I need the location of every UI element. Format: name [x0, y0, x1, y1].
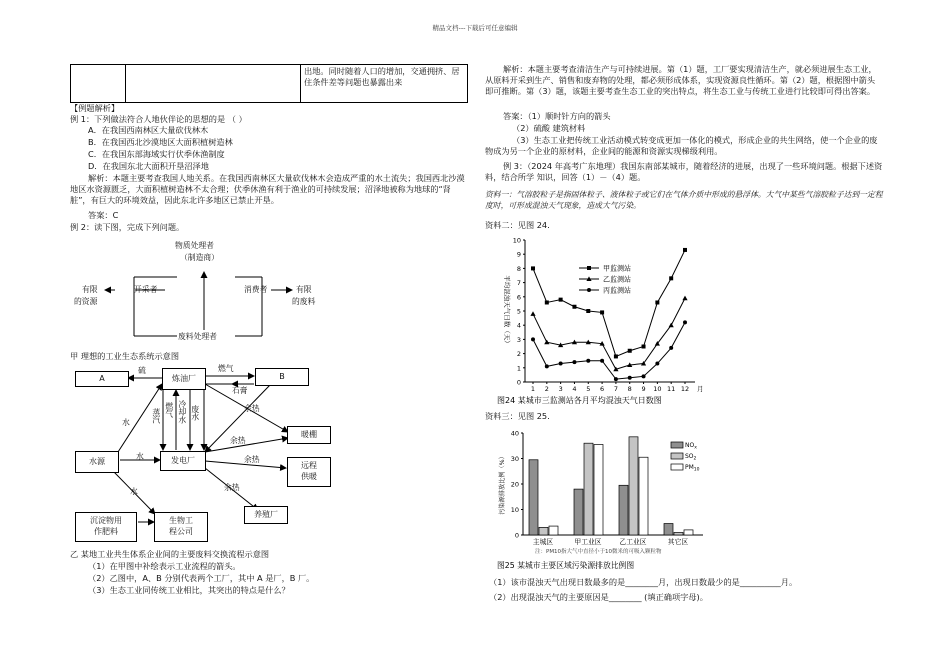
label-cooling-water: 冷却水 — [177, 400, 187, 424]
data-point — [572, 305, 576, 309]
district-heating — [287, 457, 331, 487]
factory-b: B — [255, 368, 309, 386]
x-tick-label: 1 — [530, 385, 536, 393]
data-point — [531, 337, 535, 341]
heating-line-2: 供暖 — [301, 472, 317, 481]
y-tick-label: 9 — [516, 250, 521, 259]
q1-option-d: D．在我国东北大面积开垦沼泽地 — [88, 161, 209, 171]
node-processor-sub: （制造商） — [180, 253, 219, 262]
data-point — [642, 345, 646, 349]
series-line — [533, 322, 685, 379]
legend-label: 乙监测站 — [603, 275, 631, 284]
x-tick-label: 主城区 — [532, 538, 554, 546]
legend-swatch — [671, 453, 683, 459]
bar — [539, 527, 548, 535]
q2-answer-1: 答案：（1）顺时针方向的箭头 — [503, 111, 611, 121]
q3-item-1: （1）该市混浊天气出现日数最多的是________月，出现日数最少的是__________月。 — [489, 577, 798, 587]
refinery: 炼油厂 — [162, 368, 206, 390]
node-waste-processor: 废料处理者 — [178, 332, 217, 341]
q1-answer: 答案：C — [88, 210, 119, 220]
x-tick-label: 11 — [667, 385, 676, 393]
data-point — [587, 288, 591, 292]
data-point — [628, 349, 632, 353]
x-tick-label: 6 — [600, 385, 605, 393]
data-point — [545, 364, 549, 368]
q2-item-1: （1）在甲图中补绘表示工业流程的箭头。 — [88, 561, 241, 571]
label-wastewater: 废水 — [190, 405, 200, 421]
fish-farm: 养殖厂 — [244, 506, 288, 524]
x-tick-label: 10 — [653, 385, 662, 393]
data-point — [683, 320, 687, 324]
y-tick-label: 40 — [510, 429, 519, 438]
continued-table — [70, 64, 468, 103]
chart-note: 注：PM10指大气中直径小于10微米的可吸入颗粒物 — [535, 549, 662, 555]
power-plant: 发电厂 — [160, 451, 206, 471]
data-point — [559, 362, 563, 366]
q1-option-a: A．在我国西南林区大量砍伐林木 — [88, 125, 209, 135]
x-tick-label: 12 — [680, 385, 690, 393]
q2-answer-2: （2）硫酸 建筑材料 — [512, 123, 586, 133]
y-tick-label: 2 — [516, 350, 521, 359]
x-tick-label: 8 — [627, 385, 632, 393]
legend-label: $NO_x$ — [685, 442, 697, 451]
y-tick-label: 3 — [516, 335, 521, 344]
data-point — [614, 354, 618, 358]
legend-label: 甲监测站 — [603, 264, 631, 273]
biotech-line-2: 程公司 — [169, 527, 193, 536]
y-tick-label: 4 — [516, 321, 521, 330]
limited-waste-2: 的废料 — [292, 297, 316, 306]
y-tick-label: 20 — [510, 480, 519, 489]
legend-label: 丙监测站 — [603, 286, 631, 295]
x-tick-label: 3 — [558, 385, 563, 393]
y-tick-label: 1 — [516, 364, 521, 373]
data-point — [669, 323, 674, 328]
bar — [674, 532, 683, 535]
label-gas: 燃气 — [218, 364, 234, 373]
bar — [684, 530, 693, 535]
question-1: 例 1：下列做法符合人地伙伴论的思想的是 （ ） — [70, 114, 247, 124]
sludge-line-2: 作肥料 — [94, 527, 118, 536]
bar — [639, 457, 648, 535]
x-tick-label: 其它区 — [667, 538, 689, 546]
water-source: 水源 — [75, 451, 119, 473]
label-fuel-gas: 燃气 — [164, 402, 174, 418]
flow-arrow — [205, 438, 288, 452]
x-tick-label: 5 — [586, 385, 591, 393]
bar — [619, 485, 628, 535]
x-tick-label: 2 — [544, 385, 549, 393]
q1-option-b: B．在我国西北沙漠地区大面积植树造林 — [88, 137, 233, 147]
data-point — [669, 346, 673, 350]
bar — [529, 460, 538, 535]
data-point — [669, 276, 673, 280]
sludge-fertilizer — [75, 512, 137, 542]
label-water: 水 — [130, 487, 138, 496]
section-title: 【例题解析】 — [70, 103, 120, 113]
bar — [584, 443, 593, 535]
y-tick-label: 8 — [516, 264, 521, 273]
node-miner: 开采者 — [134, 285, 158, 294]
sludge-line-1: 沉淀物用 — [90, 516, 122, 526]
q2-item-3: （3）生态工业同传统工业相比，其突出的特点是什么？ — [88, 585, 290, 595]
data-point — [600, 310, 604, 314]
chart-title: 图25 某城市主要区域污染源排放比例图 — [497, 561, 635, 570]
node-consumer: 消费者 — [244, 285, 268, 294]
label-waste-heat: 余热 — [244, 404, 260, 413]
bar — [594, 444, 603, 535]
data-point — [600, 359, 604, 363]
data-point — [530, 311, 535, 316]
y-tick-label: 6 — [516, 293, 521, 302]
label-waste-heat: 余热 — [244, 455, 260, 464]
diagram-b-caption: 乙 某地工业共生体系企业间的主要废料交换流程示意图 — [70, 549, 270, 559]
label-waste-heat: 余热 — [230, 436, 246, 445]
data-point — [642, 374, 646, 378]
data-point — [572, 360, 576, 364]
data-point — [628, 376, 632, 380]
y-tick-label: 0 — [516, 378, 521, 387]
chart-title: 图24 某城市三监测站各月平均混浊天气日数图 — [497, 396, 662, 405]
bar — [629, 437, 638, 535]
label-waste-heat: 余热 — [224, 483, 240, 492]
y-tick-label: 10 — [512, 236, 521, 245]
biotech-line-1: 生物工 — [169, 516, 193, 526]
material-2: 资料二：见图 24. — [485, 220, 550, 230]
label-steam: 蒸汽 — [151, 408, 161, 424]
label-water: 水 — [136, 452, 144, 461]
x-axis-label: 月 — [697, 385, 704, 393]
x-tick-label: 乙工业区 — [619, 538, 647, 546]
data-point — [544, 340, 549, 345]
label-gypsum: 石膏 — [232, 386, 248, 395]
q1-option-c: C．在我国东部海域实行伏季休渔制度 — [88, 149, 225, 159]
data-point — [531, 266, 535, 270]
x-tick-label: 9 — [641, 385, 646, 393]
factory-a: A — [75, 371, 129, 387]
page-header: 精品文档---下载后可任意编辑 — [432, 24, 518, 32]
question-2: 例 2：读下图，完成下列问题。 — [70, 222, 185, 232]
label-water: 水 — [122, 418, 130, 427]
q2-analysis: 解析：本题主要考查清洁生产与可持续进展。第（1）题，工厂要实现清洁生产，就必须进展生态工业，从原料开采到生产、销售和废弃物的处理，都必须形成体系，实现资源良性循环。第（2）题，根据图中箭头即可推断。第（3）题，该题主要考查生态工业的突出特点，将生态工业与传统工业进行比较即可得出答案。 — [485, 64, 877, 97]
line-chart-fig24 — [495, 232, 710, 408]
data-point — [586, 309, 590, 313]
y-tick-label: 30 — [510, 455, 519, 463]
legend-label: $SO_2$ — [685, 453, 697, 462]
table-cell: 出地。同时随着人口的增加，交通拥挤、居住条件差等问题也暴露出来 — [301, 65, 468, 103]
material-3: 资料三：见图 25. — [485, 411, 550, 421]
table-cell — [126, 65, 301, 103]
legend-swatch — [671, 442, 683, 448]
question-3: 例 3：（2024 年高考广东地理）我国东南部某城市，随着经济的进展，出现了一些环境问题。根据下述资料，结合所学 知识，回答（1）－（4）题。 — [485, 161, 883, 183]
ideal-ecosystem-diagram — [70, 238, 370, 358]
biotech-company — [154, 512, 208, 542]
data-point — [586, 359, 590, 363]
data-point — [559, 298, 563, 302]
greenhouse: 暖棚 — [287, 426, 331, 444]
label-sulfur: 硫 — [138, 366, 146, 375]
legend-swatch — [671, 464, 683, 470]
x-tick-label: 4 — [572, 385, 577, 393]
q2-item-2: （2）乙图中，A、B 分别代表两个工厂，其中 A 是厂，B 厂。 — [88, 573, 315, 583]
data-point — [682, 296, 687, 301]
diagram-a-caption: 甲 理想的工业生态系统示意图 — [70, 351, 180, 361]
y-axis-label: 污染源排放比例（%） — [499, 453, 506, 515]
y-tick-label: 10 — [510, 506, 519, 514]
y-axis-label: 平均混浊天气日数（天） — [503, 275, 511, 347]
q2-answer-3: （3）生态工业把传统工业活动模式转变成更加一体化的模式，形成企业的共生网络，使一个企业的废物成为另一个企业的原材料，企业间的能源和资源实现梯级利用。 — [485, 135, 878, 157]
y-tick-label: 0 — [514, 531, 519, 540]
data-point — [545, 300, 549, 304]
bar — [664, 524, 673, 535]
table-cell — [71, 65, 126, 103]
data-point — [614, 377, 618, 381]
limited-resource-1: 有限 — [82, 285, 98, 294]
limited-waste-1: 有限 — [296, 285, 312, 294]
y-tick-label: 7 — [516, 279, 521, 288]
q1-analysis: 解析：本题主要考查我国人地关系。在我国西南林区大量砍伐林木会造成严重的水土流失；我国西北沙漠地区水资源匮乏，大面积植树造林不太合理；伏季休渔有利于渔业的可持续发展；沼泽地被称为地球的“肾脏”，有巨大的环境效益，因此东北许多地区已禁止开垦。 — [70, 173, 465, 206]
data-point — [683, 248, 687, 252]
limited-resource-2: 的资源 — [74, 297, 98, 306]
bar — [549, 526, 558, 535]
material-1: 资料一：气溶胶粒子是指固体粒子、液体粒子或它们在气体介质中形成的悬浮体。大气中某些气溶胶粒子达到一定程度时，可形成混浊天气现象，造成大气污染。 — [485, 190, 883, 210]
y-tick-label: 5 — [516, 307, 521, 316]
q3-item-2: （2）出现混浊天气的主要原因是________ (填正确项字母)。 — [489, 592, 708, 602]
bar-chart-fig25 — [495, 425, 710, 571]
node-processor: 物质处理者 — [175, 241, 214, 250]
data-point — [655, 300, 659, 304]
legend-label: $PM_{10}$ — [685, 464, 700, 473]
data-point — [587, 266, 591, 270]
data-point — [655, 362, 659, 366]
x-tick-label: 甲工业区 — [574, 538, 602, 546]
bar — [574, 489, 583, 535]
heating-line-1: 远程 — [301, 461, 317, 471]
x-tick-label: 7 — [613, 385, 618, 393]
